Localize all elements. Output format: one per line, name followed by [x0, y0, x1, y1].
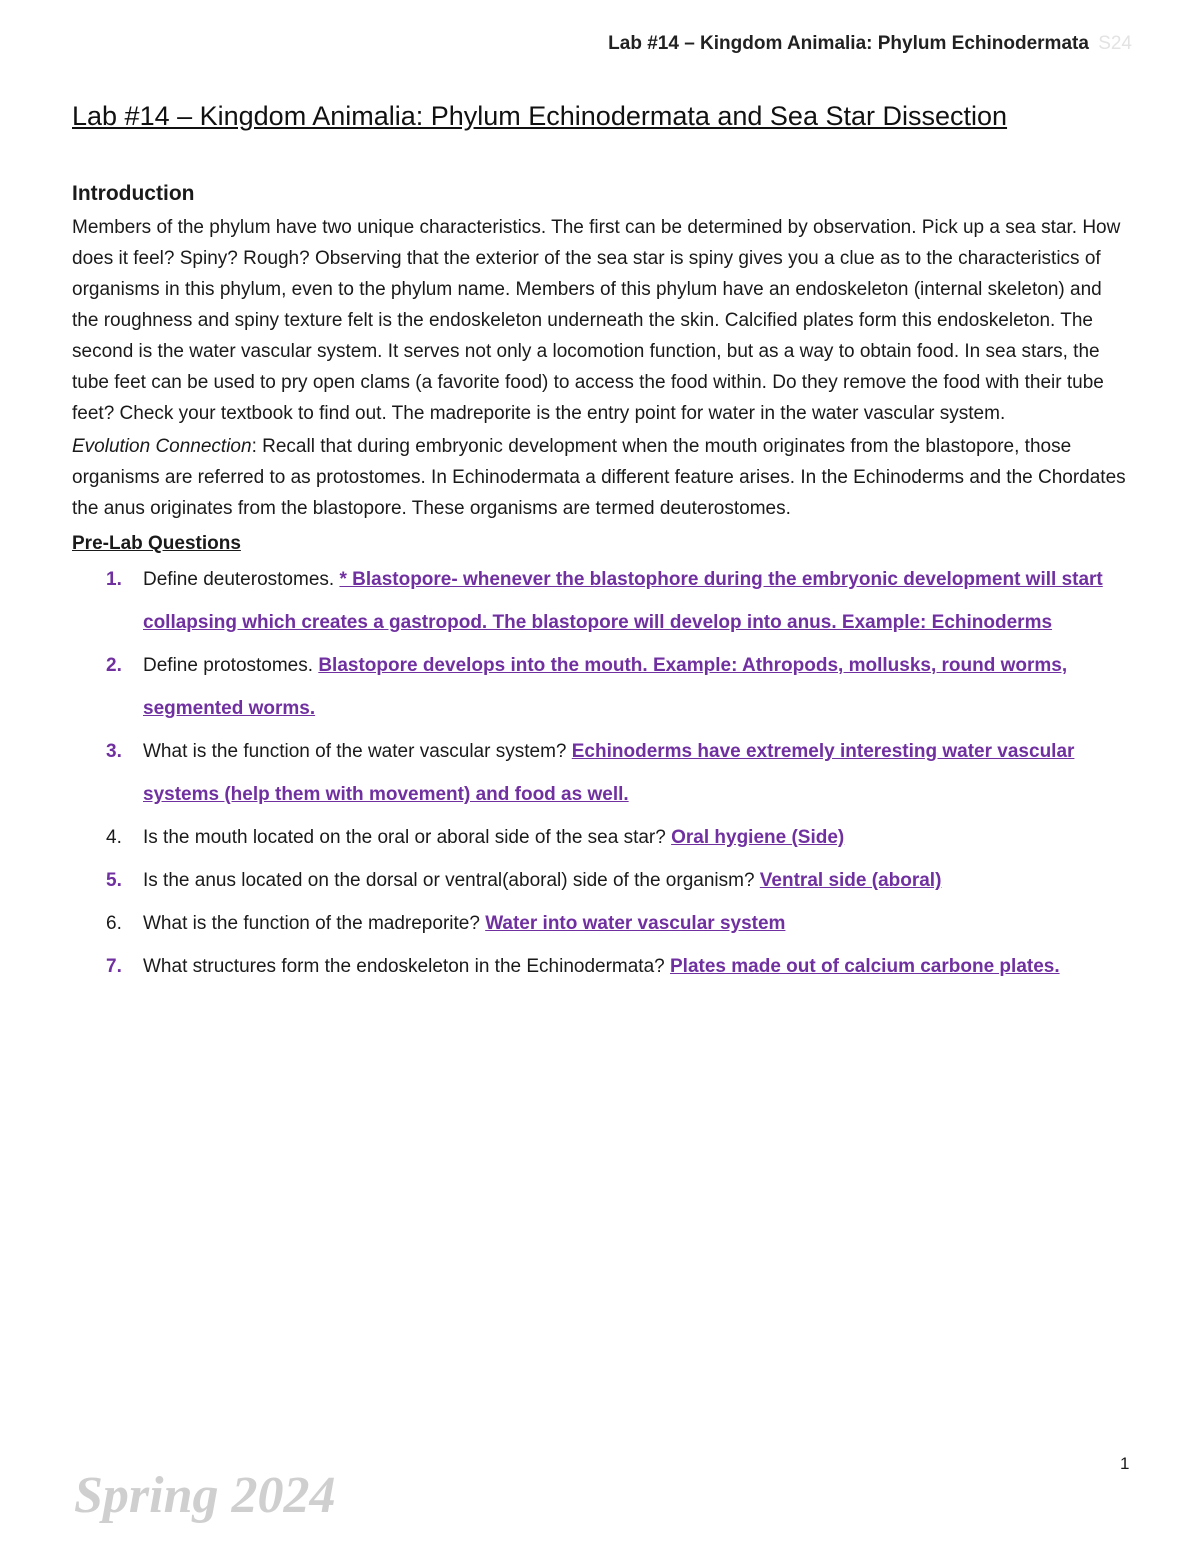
question-text: Is the mouth located on the oral or aboral side of the sea star?: [143, 827, 672, 848]
question-text: What is the function of the water vascular system?: [143, 741, 572, 762]
answer-text: * Blastopore- whenever the blastophore during the embryonic development will start collapsing which creates a gastropod. The blastopore will develop into anus. Example: Echinoderms: [143, 569, 1103, 633]
question-item: [72, 644, 1132, 730]
question-number: 5.: [106, 870, 122, 891]
prelab-heading: Pre-Lab Questions: [72, 533, 241, 554]
question-item: [72, 945, 1132, 988]
question-text: What is the function of the madreporite?: [143, 913, 486, 934]
question-text: Define protostomes.: [143, 655, 319, 676]
answer-text: Oral hygiene (Side): [671, 827, 845, 848]
question-number: 2.: [106, 655, 122, 676]
page-number: 1: [1120, 1454, 1130, 1473]
question-number: 4.: [106, 827, 122, 848]
question-number: 7.: [106, 956, 122, 977]
question-text: What structures form the endoskeleton in the Echinodermata?: [143, 956, 670, 977]
answer-text: Blastopore develops into the mouth. Example: Athropods, mollusks, round worms, segmented worms.: [143, 655, 1068, 719]
answer-text: Echinoderms have extremely interesting water vascular systems (help them with movement) and food as well.: [143, 741, 1075, 805]
answer-text: Ventral side (aboral): [759, 870, 942, 891]
question-item: [72, 558, 1132, 644]
introduction-heading: Introduction: [72, 182, 195, 205]
question-item: [72, 816, 1132, 859]
question-number: 6.: [106, 913, 122, 934]
question-number: 3.: [106, 741, 122, 762]
question-item: [72, 859, 1132, 902]
evolution-label: Evolution Connection: [72, 436, 252, 457]
question-number: 1.: [106, 569, 122, 590]
evolution-text: : Recall that during embryonic development when the mouth originates from the blastopore, those organisms are referred to as protostomes. In Echinodermata a different feature arises. In the Echinoderms and the Chordates the anus originates from the blastopore. These organisms are termed deuterostomes.: [72, 436, 1126, 519]
question-item: [72, 730, 1132, 816]
document-body: [72, 96, 1132, 988]
running-header-title: Lab #14 – Kingdom Animalia: Phylum Echinodermata: [608, 33, 1089, 54]
evolution-paragraph: [72, 431, 1132, 524]
answer-text: Water into water vascular system: [485, 913, 786, 934]
question-text: Define deuterostomes.: [143, 569, 340, 590]
semester-watermark: Spring 2024: [74, 1467, 336, 1524]
running-header: [608, 33, 1132, 55]
prelab-question-list: [72, 558, 1132, 988]
document-title: Lab #14 – Kingdom Animalia: Phylum Echinodermata and Sea Star Dissection: [72, 101, 1008, 131]
question-item: [72, 902, 1132, 945]
answer-text: Plates made out of calcium carbone plates.: [670, 956, 1060, 977]
question-text: Is the anus located on the dorsal or ventral(aboral) side of the organism?: [143, 870, 760, 891]
introduction-paragraph: Members of the phylum have two unique characteristics. The first can be determined by observation. Pick up a sea star. How does it feel? Spiny? Rough? Observing that the exterior of the sea star is spiny gives you a clue as to the characteristics of organisms in this phylum, even to the phylum name. Members of this phylum have an endoskeleton (internal skeleton) and the roughness and spiny texture felt is the endoskeleton underneath the skin. Calcified plates form this endoskeleton. The second is the water vascular system. It serves not only a locomotion function, but as a way to obtain food. In sea stars, the tube feet can be used to pry open clams (a favorite food) to access the food within. Do they remove the food with their tube feet? Check your textbook to find out. The madreporite is the entry point for water in the water vascular system.: [72, 217, 1121, 424]
semester-code: S24: [1098, 33, 1132, 54]
